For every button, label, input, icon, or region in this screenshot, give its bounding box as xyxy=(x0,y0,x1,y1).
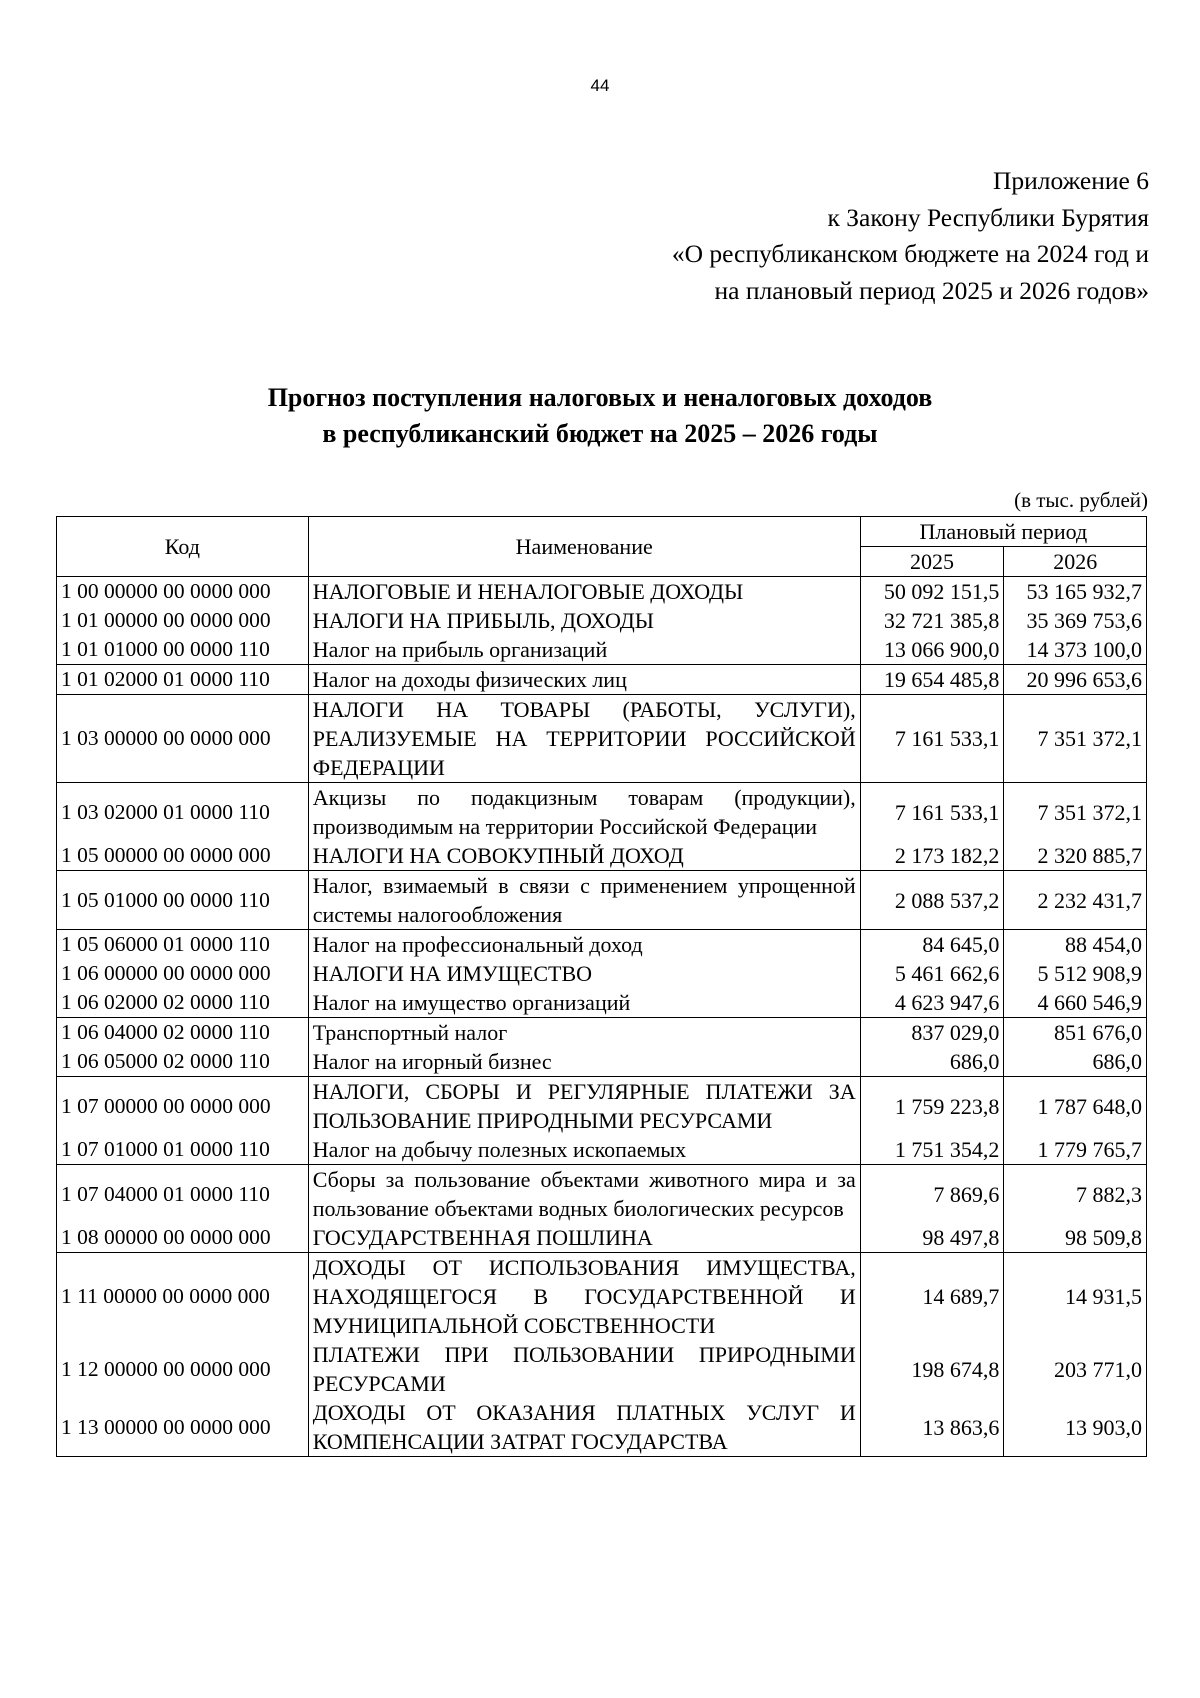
table-row xyxy=(57,1135,1147,1165)
name-cell: ПЛАТЕЖИ ПРИ ПОЛЬЗОВАНИИ ПРИРОДНЫМИ РЕСУРСАМИ xyxy=(308,1340,860,1398)
code-cell: 1 05 01000 00 0000 110 xyxy=(57,871,309,930)
value-2025-cell: 198 674,8 xyxy=(860,1340,1004,1398)
name-cell: НАЛОГИ, СБОРЫ И РЕГУЛЯРНЫЕ ПЛАТЕЖИ ЗА ПОЛЬЗОВАНИЕ ПРИРОДНЫМИ РЕСУРСАМИ xyxy=(308,1077,860,1136)
value-2026-cell: 7 351 372,1 xyxy=(1004,783,1147,842)
code-cell: 1 13 00000 00 0000 000 xyxy=(57,1398,309,1457)
table-row xyxy=(57,841,1147,871)
value-2025-cell: 7 869,6 xyxy=(860,1165,1004,1224)
table-row xyxy=(57,1077,1147,1136)
value-2026-cell: 2 320 885,7 xyxy=(1004,841,1147,871)
code-cell: 1 05 00000 00 0000 000 xyxy=(57,841,309,871)
name-cell: НАЛОГОВЫЕ И НЕНАЛОГОВЫЕ ДОХОДЫ xyxy=(308,577,860,607)
name-cell: Налог на игорный бизнес xyxy=(308,1047,860,1077)
table-row xyxy=(57,635,1147,665)
value-2025-cell: 7 161 533,1 xyxy=(860,783,1004,842)
value-2026-cell: 14 373 100,0 xyxy=(1004,635,1147,665)
table-row xyxy=(57,695,1147,783)
value-2026-cell: 2 232 431,7 xyxy=(1004,871,1147,930)
value-2026-cell: 5 512 908,9 xyxy=(1004,959,1147,988)
annex-heading xyxy=(672,163,1149,309)
value-2026-cell: 4 660 546,9 xyxy=(1004,988,1147,1018)
value-2025-cell: 1 759 223,8 xyxy=(860,1077,1004,1136)
table-body xyxy=(57,577,1147,1457)
code-cell: 1 06 00000 00 0000 000 xyxy=(57,959,309,988)
table-row xyxy=(57,577,1147,607)
name-cell: Налог на добычу полезных ископаемых xyxy=(308,1135,860,1165)
code-cell: 1 07 04000 01 0000 110 xyxy=(57,1165,309,1224)
value-2026-cell: 1 779 765,7 xyxy=(1004,1135,1147,1165)
page-number: 44 xyxy=(590,76,610,95)
name-cell: Акцизы по подакцизным товарам (продукции), производимым на территории Российской Федерации xyxy=(308,783,860,842)
name-cell: Налог на профессиональный доход xyxy=(308,930,860,960)
document-title xyxy=(0,380,1200,452)
name-cell: НАЛОГИ НА ИМУЩЕСТВО xyxy=(308,959,860,988)
name-cell: НАЛОГИ НА ТОВАРЫ (РАБОТЫ, УСЛУГИ), РЕАЛИЗУЕМЫЕ НА ТЕРРИТОРИИ РОССИЙСКОЙ ФЕДЕРАЦИИ xyxy=(308,695,860,783)
header-year-2026: 2026 xyxy=(1004,547,1147,577)
value-2025-cell: 50 092 151,5 xyxy=(860,577,1004,607)
code-cell: 1 00 00000 00 0000 000 xyxy=(57,577,309,607)
name-cell: Налог на доходы физических лиц xyxy=(308,665,860,695)
name-cell: Сборы за пользование объектами животного мира и за пользование объектами водных биологических ресурсов xyxy=(308,1165,860,1224)
code-cell: 1 01 00000 00 0000 000 xyxy=(57,606,309,635)
value-2025-cell: 13 863,6 xyxy=(860,1398,1004,1457)
table-row xyxy=(57,988,1147,1018)
name-cell: ДОХОДЫ ОТ ОКАЗАНИЯ ПЛАТНЫХ УСЛУГ И КОМПЕНСАЦИИ ЗАТРАТ ГОСУДАРСТВА xyxy=(308,1398,860,1457)
code-cell: 1 12 00000 00 0000 000 xyxy=(57,1340,309,1398)
value-2026-cell: 98 509,8 xyxy=(1004,1223,1147,1253)
value-2025-cell: 7 161 533,1 xyxy=(860,695,1004,783)
header-year-2025: 2025 xyxy=(860,547,1004,577)
value-2025-cell: 19 654 485,8 xyxy=(860,665,1004,695)
title-line: в республиканский бюджет на 2025 – 2026 годы xyxy=(322,419,878,448)
table-row xyxy=(57,930,1147,960)
table-row xyxy=(57,1398,1147,1457)
value-2026-cell: 7 351 372,1 xyxy=(1004,695,1147,783)
value-2025-cell: 837 029,0 xyxy=(860,1018,1004,1048)
table-row xyxy=(57,959,1147,988)
value-2026-cell: 20 996 653,6 xyxy=(1004,665,1147,695)
value-2026-cell: 35 369 753,6 xyxy=(1004,606,1147,635)
header-planned-period: Плановый период xyxy=(860,517,1146,547)
units-note: (в тыс. рублей) xyxy=(1014,488,1148,512)
value-2025-cell: 13 066 900,0 xyxy=(860,635,1004,665)
table-row xyxy=(57,783,1147,842)
value-2025-cell: 686,0 xyxy=(860,1047,1004,1077)
value-2025-cell: 98 497,8 xyxy=(860,1223,1004,1253)
table-row xyxy=(57,606,1147,635)
value-2025-cell: 14 689,7 xyxy=(860,1253,1004,1341)
table-row xyxy=(57,1253,1147,1341)
table-row xyxy=(57,665,1147,695)
table-row xyxy=(57,1047,1147,1077)
value-2026-cell: 53 165 932,7 xyxy=(1004,577,1147,607)
value-2025-cell: 2 173 182,2 xyxy=(860,841,1004,871)
code-cell: 1 01 02000 01 0000 110 xyxy=(57,665,309,695)
value-2026-cell: 203 771,0 xyxy=(1004,1340,1147,1398)
code-cell: 1 06 04000 02 0000 110 xyxy=(57,1018,309,1048)
table-row xyxy=(57,1165,1147,1224)
revenue-forecast-table xyxy=(56,516,1147,1457)
table-row xyxy=(57,1340,1147,1398)
code-cell: 1 01 01000 00 0000 110 xyxy=(57,635,309,665)
table-row xyxy=(57,1223,1147,1253)
value-2025-cell: 84 645,0 xyxy=(860,930,1004,960)
name-cell: НАЛОГИ НА ПРИБЫЛЬ, ДОХОДЫ xyxy=(308,606,860,635)
name-cell: Транспортный налог xyxy=(308,1018,860,1048)
value-2026-cell: 13 903,0 xyxy=(1004,1398,1147,1457)
value-2026-cell: 851 676,0 xyxy=(1004,1018,1147,1048)
annex-line: Приложение 6 xyxy=(993,166,1149,195)
name-cell: Налог, взимаемый в связи с применением упрощенной системы налогообложения xyxy=(308,871,860,930)
annex-line: к Закону Республики Бурятия xyxy=(827,202,1149,232)
value-2026-cell: 7 882,3 xyxy=(1004,1165,1147,1224)
table-row xyxy=(57,1018,1147,1048)
code-cell: 1 06 02000 02 0000 110 xyxy=(57,988,309,1018)
annex-line: «О республиканском бюджете на 2024 год и xyxy=(671,239,1149,268)
code-cell: 1 08 00000 00 0000 000 xyxy=(57,1223,309,1253)
value-2025-cell: 2 088 537,2 xyxy=(860,871,1004,930)
code-cell: 1 03 00000 00 0000 000 xyxy=(57,695,309,783)
annex-line: на плановый период 2025 и 2026 годов» xyxy=(714,275,1149,305)
name-cell: Налог на имущество организаций xyxy=(308,988,860,1018)
header-code: Код xyxy=(57,517,309,577)
title-line: Прогноз поступления налоговых и неналоговых доходов xyxy=(267,383,933,412)
value-2025-cell: 4 623 947,6 xyxy=(860,988,1004,1018)
name-cell: ДОХОДЫ ОТ ИСПОЛЬЗОВАНИЯ ИМУЩЕСТВА, НАХОДЯЩЕГОСЯ В ГОСУДАРСТВЕННОЙ И МУНИЦИПАЛЬНОЙ СОБСТВЕННОСТИ xyxy=(308,1253,860,1341)
code-cell: 1 11 00000 00 0000 000 xyxy=(57,1253,309,1341)
code-cell: 1 07 01000 01 0000 110 xyxy=(57,1135,309,1165)
name-cell: ГОСУДАРСТВЕННАЯ ПОШЛИНА xyxy=(308,1223,860,1253)
header-name: Наименование xyxy=(308,517,860,577)
value-2025-cell: 1 751 354,2 xyxy=(860,1135,1004,1165)
value-2026-cell: 88 454,0 xyxy=(1004,930,1147,960)
value-2025-cell: 32 721 385,8 xyxy=(860,606,1004,635)
value-2026-cell: 14 931,5 xyxy=(1004,1253,1147,1341)
value-2026-cell: 1 787 648,0 xyxy=(1004,1077,1147,1136)
code-cell: 1 05 06000 01 0000 110 xyxy=(57,930,309,960)
code-cell: 1 06 05000 02 0000 110 xyxy=(57,1047,309,1077)
value-2026-cell: 686,0 xyxy=(1004,1047,1147,1077)
name-cell: НАЛОГИ НА СОВОКУПНЫЙ ДОХОД xyxy=(308,841,860,871)
name-cell: Налог на прибыль организаций xyxy=(308,635,860,665)
value-2025-cell: 5 461 662,6 xyxy=(860,959,1004,988)
table-row xyxy=(57,871,1147,930)
code-cell: 1 07 00000 00 0000 000 xyxy=(57,1077,309,1136)
code-cell: 1 03 02000 01 0000 110 xyxy=(57,783,309,842)
